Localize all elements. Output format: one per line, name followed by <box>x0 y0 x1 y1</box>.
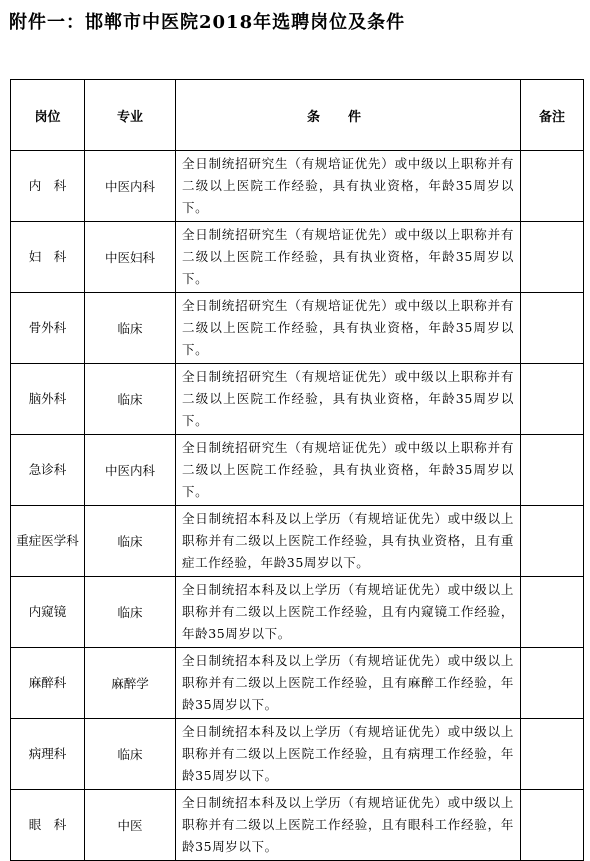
conditions-cell: 全日制统招研究生（有规培证优先）或中级以上职称并有二级以上医院工作经验，具有执业资格，年龄35周岁以下。 <box>176 293 521 364</box>
remarks-cell <box>521 648 584 719</box>
remarks-cell <box>521 364 584 435</box>
header-conditions: 条件 <box>176 80 521 151</box>
header-remarks: 备注 <box>521 80 584 151</box>
remarks-cell <box>521 577 584 648</box>
remarks-cell <box>521 790 584 861</box>
specialty-cell: 临床 <box>85 364 176 435</box>
conditions-cell: 全日制统招研究生（有规培证优先）或中级以上职称并有二级以上医院工作经验，具有执业资格，年龄35周岁以下。 <box>176 435 521 506</box>
conditions-cell: 全日制统招研究生（有规培证优先）或中级以上职称并有二级以上医院工作经验，具有执业资格，年龄35周岁以下。 <box>176 151 521 222</box>
position-cell: 眼 科 <box>11 790 85 861</box>
table-row <box>11 435 584 506</box>
position-cell: 骨外科 <box>11 293 85 364</box>
remarks-cell <box>521 222 584 293</box>
position-cell: 脑外科 <box>11 364 85 435</box>
table-row <box>11 222 584 293</box>
conditions-cell: 全日制统招本科及以上学历（有规培证优先）或中级以上职称并有二级以上医院工作经验，且有眼科工作经验，年龄35周岁以下。 <box>176 790 521 861</box>
position-cell: 内窥镜 <box>11 577 85 648</box>
header-position: 岗位 <box>11 80 85 151</box>
position-cell: 急诊科 <box>11 435 85 506</box>
conditions-cell: 全日制统招本科及以上学历（有规培证优先）或中级以上职称并有二级以上医院工作经验，且有内窥镜工作经验，年龄35周岁以下。 <box>176 577 521 648</box>
conditions-cell: 全日制统招本科及以上学历（有规培证优先）或中级以上职称并有二级以上医院工作经验，且有病理工作经验，年龄35周岁以下。 <box>176 719 521 790</box>
conditions-cell: 全日制统招研究生（有规培证优先）或中级以上职称并有二级以上医院工作经验，具有执业资格，年龄35周岁以下。 <box>176 364 521 435</box>
header-specialty: 专业 <box>85 80 176 151</box>
table-row <box>11 506 584 577</box>
table-row <box>11 577 584 648</box>
specialty-cell: 中医 <box>85 790 176 861</box>
remarks-cell <box>521 293 584 364</box>
remarks-cell <box>521 719 584 790</box>
position-cell: 病理科 <box>11 719 85 790</box>
positions-table <box>10 79 584 861</box>
table-row <box>11 719 584 790</box>
specialty-cell: 临床 <box>85 506 176 577</box>
conditions-cell: 全日制统招本科及以上学历（有规培证优先）或中级以上职称并有二级以上医院工作经验，具有执业资格，且有重症工作经验，年龄35周岁以下。 <box>176 506 521 577</box>
table-row <box>11 364 584 435</box>
position-cell: 麻醉科 <box>11 648 85 719</box>
table-row <box>11 648 584 719</box>
conditions-cell: 全日制统招研究生（有规培证优先）或中级以上职称并有二级以上医院工作经验，具有执业资格，年龄35周岁以下。 <box>176 222 521 293</box>
remarks-cell <box>521 506 584 577</box>
remarks-cell <box>521 435 584 506</box>
specialty-cell: 临床 <box>85 719 176 790</box>
conditions-cell: 全日制统招本科及以上学历（有规培证优先）或中级以上职称并有二级以上医院工作经验，且有麻醉工作经验，年龄35周岁以下。 <box>176 648 521 719</box>
specialty-cell: 临床 <box>85 577 176 648</box>
remarks-cell <box>521 151 584 222</box>
specialty-cell: 中医内科 <box>85 435 176 506</box>
specialty-cell: 中医内科 <box>85 151 176 222</box>
position-cell: 妇 科 <box>11 222 85 293</box>
specialty-cell: 麻醉学 <box>85 648 176 719</box>
position-cell: 重症医学科 <box>11 506 85 577</box>
table-row <box>11 293 584 364</box>
specialty-cell: 临床 <box>85 293 176 364</box>
table-row <box>11 151 584 222</box>
table-row <box>11 790 584 861</box>
table-header-row <box>11 80 584 151</box>
specialty-cell: 中医妇科 <box>85 222 176 293</box>
table-body <box>11 151 584 861</box>
document-title: 附件一：邯郸市中医院2018年选聘岗位及条件 <box>9 12 406 33</box>
position-cell: 内 科 <box>11 151 85 222</box>
